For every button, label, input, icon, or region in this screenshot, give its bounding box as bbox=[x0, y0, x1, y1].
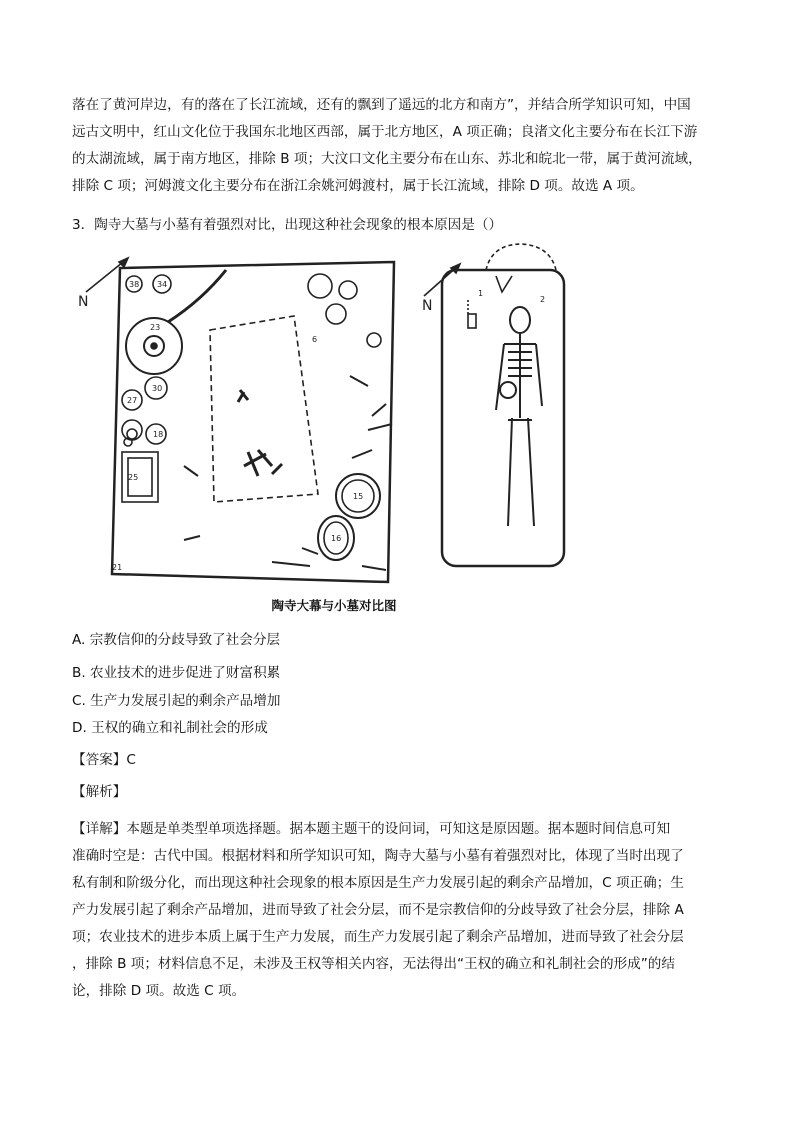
vessel-top-3 bbox=[326, 304, 346, 324]
vessel-top-1 bbox=[308, 274, 332, 298]
tomb-comparison-figure bbox=[72, 240, 720, 620]
scattered-items bbox=[184, 376, 392, 570]
text-line: 论，排除 D 项。故选 C 项。 bbox=[72, 983, 246, 999]
vessel-top-2 bbox=[339, 281, 357, 299]
vessel-top-4 bbox=[367, 333, 381, 347]
north-label-left: N bbox=[78, 294, 89, 310]
figure-caption: 陶寺大幕与小墓对比图 bbox=[271, 598, 397, 613]
vessel-a bbox=[122, 420, 142, 440]
arc-object bbox=[168, 270, 226, 322]
option-d: D. 王权的确立和礼制社会的形成 bbox=[72, 720, 268, 736]
skeleton-skull bbox=[510, 307, 530, 333]
tomb-number: 6 bbox=[312, 335, 318, 344]
grave-good-v bbox=[496, 276, 512, 292]
text-line: 【详解】本题是单类型单项选择题。据本题主题干的设问词，可知这是原因题。据本题时间信息可知 bbox=[72, 821, 671, 837]
analysis-label: 【解析】 bbox=[72, 784, 127, 800]
north-arrow-head-left bbox=[119, 258, 128, 267]
pelvis-ring bbox=[500, 382, 516, 398]
detail-paragraph bbox=[72, 816, 720, 1005]
tomb-number: 21 bbox=[112, 563, 123, 572]
large-tomb-coffin bbox=[210, 316, 318, 502]
tomb-number: 27 bbox=[127, 396, 138, 405]
tomb-number: 38 bbox=[129, 280, 140, 289]
pottery-vessel-center bbox=[151, 343, 157, 349]
tomb-number: 30 bbox=[152, 384, 163, 393]
scattered-bones bbox=[238, 390, 282, 476]
small-tomb-outline bbox=[442, 270, 564, 566]
text-line: 项；农业技术的进步本质上属于生产力发展，而生产力发展引起了剩余产品增加，进而导致了社会分层 bbox=[72, 929, 684, 945]
tomb-number: 15 bbox=[353, 492, 364, 501]
north-label-right: N bbox=[422, 298, 433, 314]
text-line: 准确时空是：古代中国。根据材料和所学知识可知，陶寺大墓与小墓有着强烈对比，体现了当时出现了 bbox=[72, 848, 684, 864]
option-b: B. 农业技术的进步促进了财富积累 bbox=[72, 665, 281, 681]
tomb-number: 18 bbox=[153, 430, 164, 439]
text-line: 产力发展引起了剩余产品增加，进而导致了社会分层，而不是宗教信仰的分歧导致了社会分层，排除 A bbox=[72, 902, 684, 918]
tomb-number: 34 bbox=[157, 280, 168, 289]
text-line: 落在了黄河岸边，有的落在了长江流域，还有的飘到了遥远的北方和南方”，并结合所学知识可知，中国 bbox=[72, 97, 691, 113]
tomb-number: 1 bbox=[478, 289, 484, 298]
text-line: ，排除 B 项；材料信息不足，未涉及王权等相关内容，无法得出“王权的确立和礼制社会的形成”的结 bbox=[72, 956, 675, 972]
explanation-paragraph-prev bbox=[72, 92, 720, 200]
tomb-number: 23 bbox=[150, 323, 161, 332]
skeleton-body bbox=[496, 333, 542, 526]
question-stem: 3．陶寺大墓与小墓有着强烈对比，出现这种社会现象的根本原因是（） bbox=[72, 217, 503, 233]
large-tomb-outline bbox=[112, 262, 394, 582]
tomb-number: 25 bbox=[128, 473, 139, 482]
answer-label: 【答案】C bbox=[72, 752, 136, 768]
tomb-number: 16 bbox=[331, 534, 342, 543]
option-c: C. 生产力发展引起的剩余产品增加 bbox=[72, 693, 281, 709]
small-tomb-head-niche bbox=[486, 244, 556, 270]
text-line: 远古文明中，红山文化位于我国东北地区西部，属于北方地区，A 项正确；良渚文化主要分布在长江下游 bbox=[72, 124, 698, 140]
option-a: A. 宗教信仰的分歧导致了社会分层 bbox=[72, 632, 281, 648]
grave-good bbox=[468, 314, 476, 328]
text-line: 排除 C 项；河姆渡文化主要分布在浙江余姚河姆渡村，属于长江流域，排除 D 项。故选 A 项。 bbox=[72, 178, 644, 194]
tomb-number: 2 bbox=[540, 295, 546, 304]
text-line: 的太湖流域，属于南方地区，排除 B 项；大汶口文化主要分布在山东、苏北和皖北一带，属于黄河流域， bbox=[72, 151, 702, 167]
text-line: 私有制和阶级分化，而出现这种社会现象的根本原因是生产力发展引起的剩余产品增加，C 项正确；生 bbox=[72, 875, 684, 891]
